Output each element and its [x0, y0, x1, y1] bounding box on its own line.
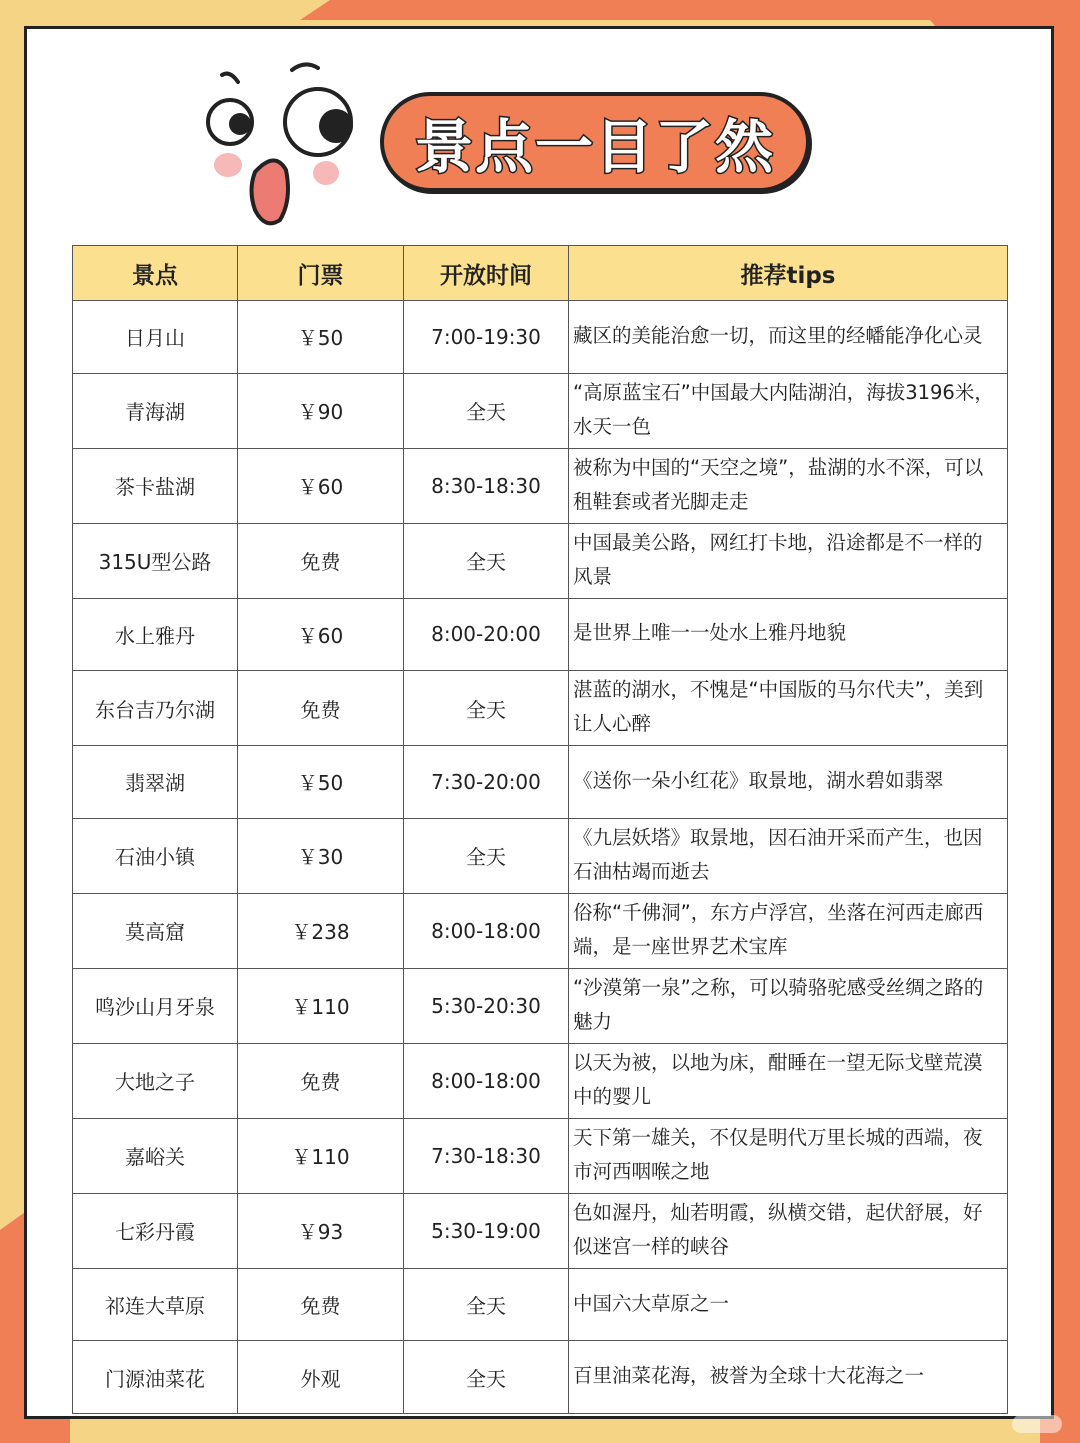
cell-tips: 是世界上唯一一处水上雅丹地貌 — [569, 598, 1008, 671]
table-row — [73, 373, 1008, 448]
table-row — [73, 1341, 1008, 1414]
cell-ticket: ￥238 — [238, 893, 404, 968]
attractions-table — [72, 245, 1008, 1414]
cell-hours: 5:30-20:30 — [404, 968, 569, 1043]
cell-name: 鸣沙山月牙泉 — [73, 968, 238, 1043]
header-attraction: 景点 — [73, 246, 238, 301]
cell-name: 大地之子 — [73, 1043, 238, 1118]
cell-hours: 全天 — [404, 523, 569, 598]
cell-name: 翡翠湖 — [73, 746, 238, 819]
cell-name: 青海湖 — [73, 373, 238, 448]
cell-hours: 7:30-20:00 — [404, 746, 569, 819]
cell-name: 祁连大草原 — [73, 1268, 238, 1341]
cell-name: 莫高窟 — [73, 893, 238, 968]
cell-ticket: ￥50 — [238, 746, 404, 819]
cell-ticket: ￥90 — [238, 373, 404, 448]
cell-hours: 7:00-19:30 — [404, 301, 569, 374]
cell-name: 嘉峪关 — [73, 1118, 238, 1193]
cell-tips: 色如渥丹，灿若明霞，纵横交错，起伏舒展，好似迷宫一样的峡谷 — [569, 1193, 1008, 1268]
table-header-row — [73, 246, 1008, 301]
cell-tips: 以天为被，以地为床，酣睡在一望无际戈壁荒漠中的婴儿 — [569, 1043, 1008, 1118]
cell-name: 东台吉乃尔湖 — [73, 671, 238, 746]
page-title: 景点一目了然 — [414, 113, 775, 181]
table-row — [73, 893, 1008, 968]
cell-hours: 8:00-20:00 — [404, 598, 569, 671]
cell-tips: 《九层妖塔》取景地，因石油开采而产生，也因石油枯竭而逝去 — [569, 818, 1008, 893]
cell-tips: 被称为中国的“天空之境”，盐湖的水不深，可以租鞋套或者光脚走走 — [569, 448, 1008, 523]
cell-ticket: ￥60 — [238, 598, 404, 671]
cell-tips: 藏区的美能治愈一切，而这里的经幡能净化心灵 — [569, 301, 1008, 374]
cell-tips: 中国六大草原之一 — [569, 1268, 1008, 1341]
cell-name: 门源油菜花 — [73, 1341, 238, 1414]
cell-tips: 天下第一雄关，不仅是明代万里长城的西端，夜市河西咽喉之地 — [569, 1118, 1008, 1193]
cell-ticket: 免费 — [238, 1268, 404, 1341]
cell-ticket: 免费 — [238, 523, 404, 598]
surprised-face-icon — [200, 60, 360, 230]
cell-tips: 《送你一朵小红花》取景地，湖水碧如翡翠 — [569, 746, 1008, 819]
cell-name: 315U型公路 — [73, 523, 238, 598]
cell-tips: 百里油菜花海，被誉为全球十大花海之一 — [569, 1341, 1008, 1414]
cell-ticket: ￥30 — [238, 818, 404, 893]
cell-tips: 中国最美公路，网红打卡地，沿途都是不一样的风景 — [569, 523, 1008, 598]
cell-ticket: 免费 — [238, 671, 404, 746]
cell-tips: 湛蓝的湖水，不愧是“中国版的马尔代夫”，美到让人心醉 — [569, 671, 1008, 746]
table-row — [73, 746, 1008, 819]
cell-ticket: ￥110 — [238, 968, 404, 1043]
table-row — [73, 1043, 1008, 1118]
cell-hours: 全天 — [404, 1341, 569, 1414]
table-row — [73, 1118, 1008, 1193]
cell-ticket: ￥93 — [238, 1193, 404, 1268]
title-banner — [380, 92, 810, 192]
cell-hours: 全天 — [404, 373, 569, 448]
table-row — [73, 523, 1008, 598]
table-row — [73, 671, 1008, 746]
watermark — [1012, 1415, 1062, 1433]
cell-name: 七彩丹霞 — [73, 1193, 238, 1268]
cell-ticket: 外观 — [238, 1341, 404, 1414]
table-row — [73, 448, 1008, 523]
cell-hours: 5:30-19:00 — [404, 1193, 569, 1268]
header-ticket: 门票 — [238, 246, 404, 301]
table-row — [73, 598, 1008, 671]
header-hours: 开放时间 — [404, 246, 569, 301]
table-row — [73, 818, 1008, 893]
cell-hours: 全天 — [404, 1268, 569, 1341]
table-row — [73, 1193, 1008, 1268]
cell-hours: 8:30-18:30 — [404, 448, 569, 523]
cell-hours: 7:30-18:30 — [404, 1118, 569, 1193]
header-tips: 推荐tips — [569, 246, 1008, 301]
cell-name: 石油小镇 — [73, 818, 238, 893]
cell-hours: 8:00-18:00 — [404, 1043, 569, 1118]
cell-hours: 8:00-18:00 — [404, 893, 569, 968]
cell-ticket: 免费 — [238, 1043, 404, 1118]
cell-name: 日月山 — [73, 301, 238, 374]
cell-ticket: ￥50 — [238, 301, 404, 374]
cell-hours: 全天 — [404, 671, 569, 746]
table-row — [73, 1268, 1008, 1341]
cell-ticket: ￥60 — [238, 448, 404, 523]
cell-hours: 全天 — [404, 818, 569, 893]
cell-tips: 俗称“千佛洞”，东方卢浮宫，坐落在河西走廊西端，是一座世界艺术宝库 — [569, 893, 1008, 968]
cell-name: 水上雅丹 — [73, 598, 238, 671]
cell-name: 茶卡盐湖 — [73, 448, 238, 523]
table-row — [73, 301, 1008, 374]
cell-ticket: ￥110 — [238, 1118, 404, 1193]
cell-tips: “高原蓝宝石”中国最大内陆湖泊，海拔3196米，水天一色 — [569, 373, 1008, 448]
table-row — [73, 968, 1008, 1043]
cell-tips: “沙漠第一泉”之称，可以骑骆驼感受丝绸之路的魅力 — [569, 968, 1008, 1043]
